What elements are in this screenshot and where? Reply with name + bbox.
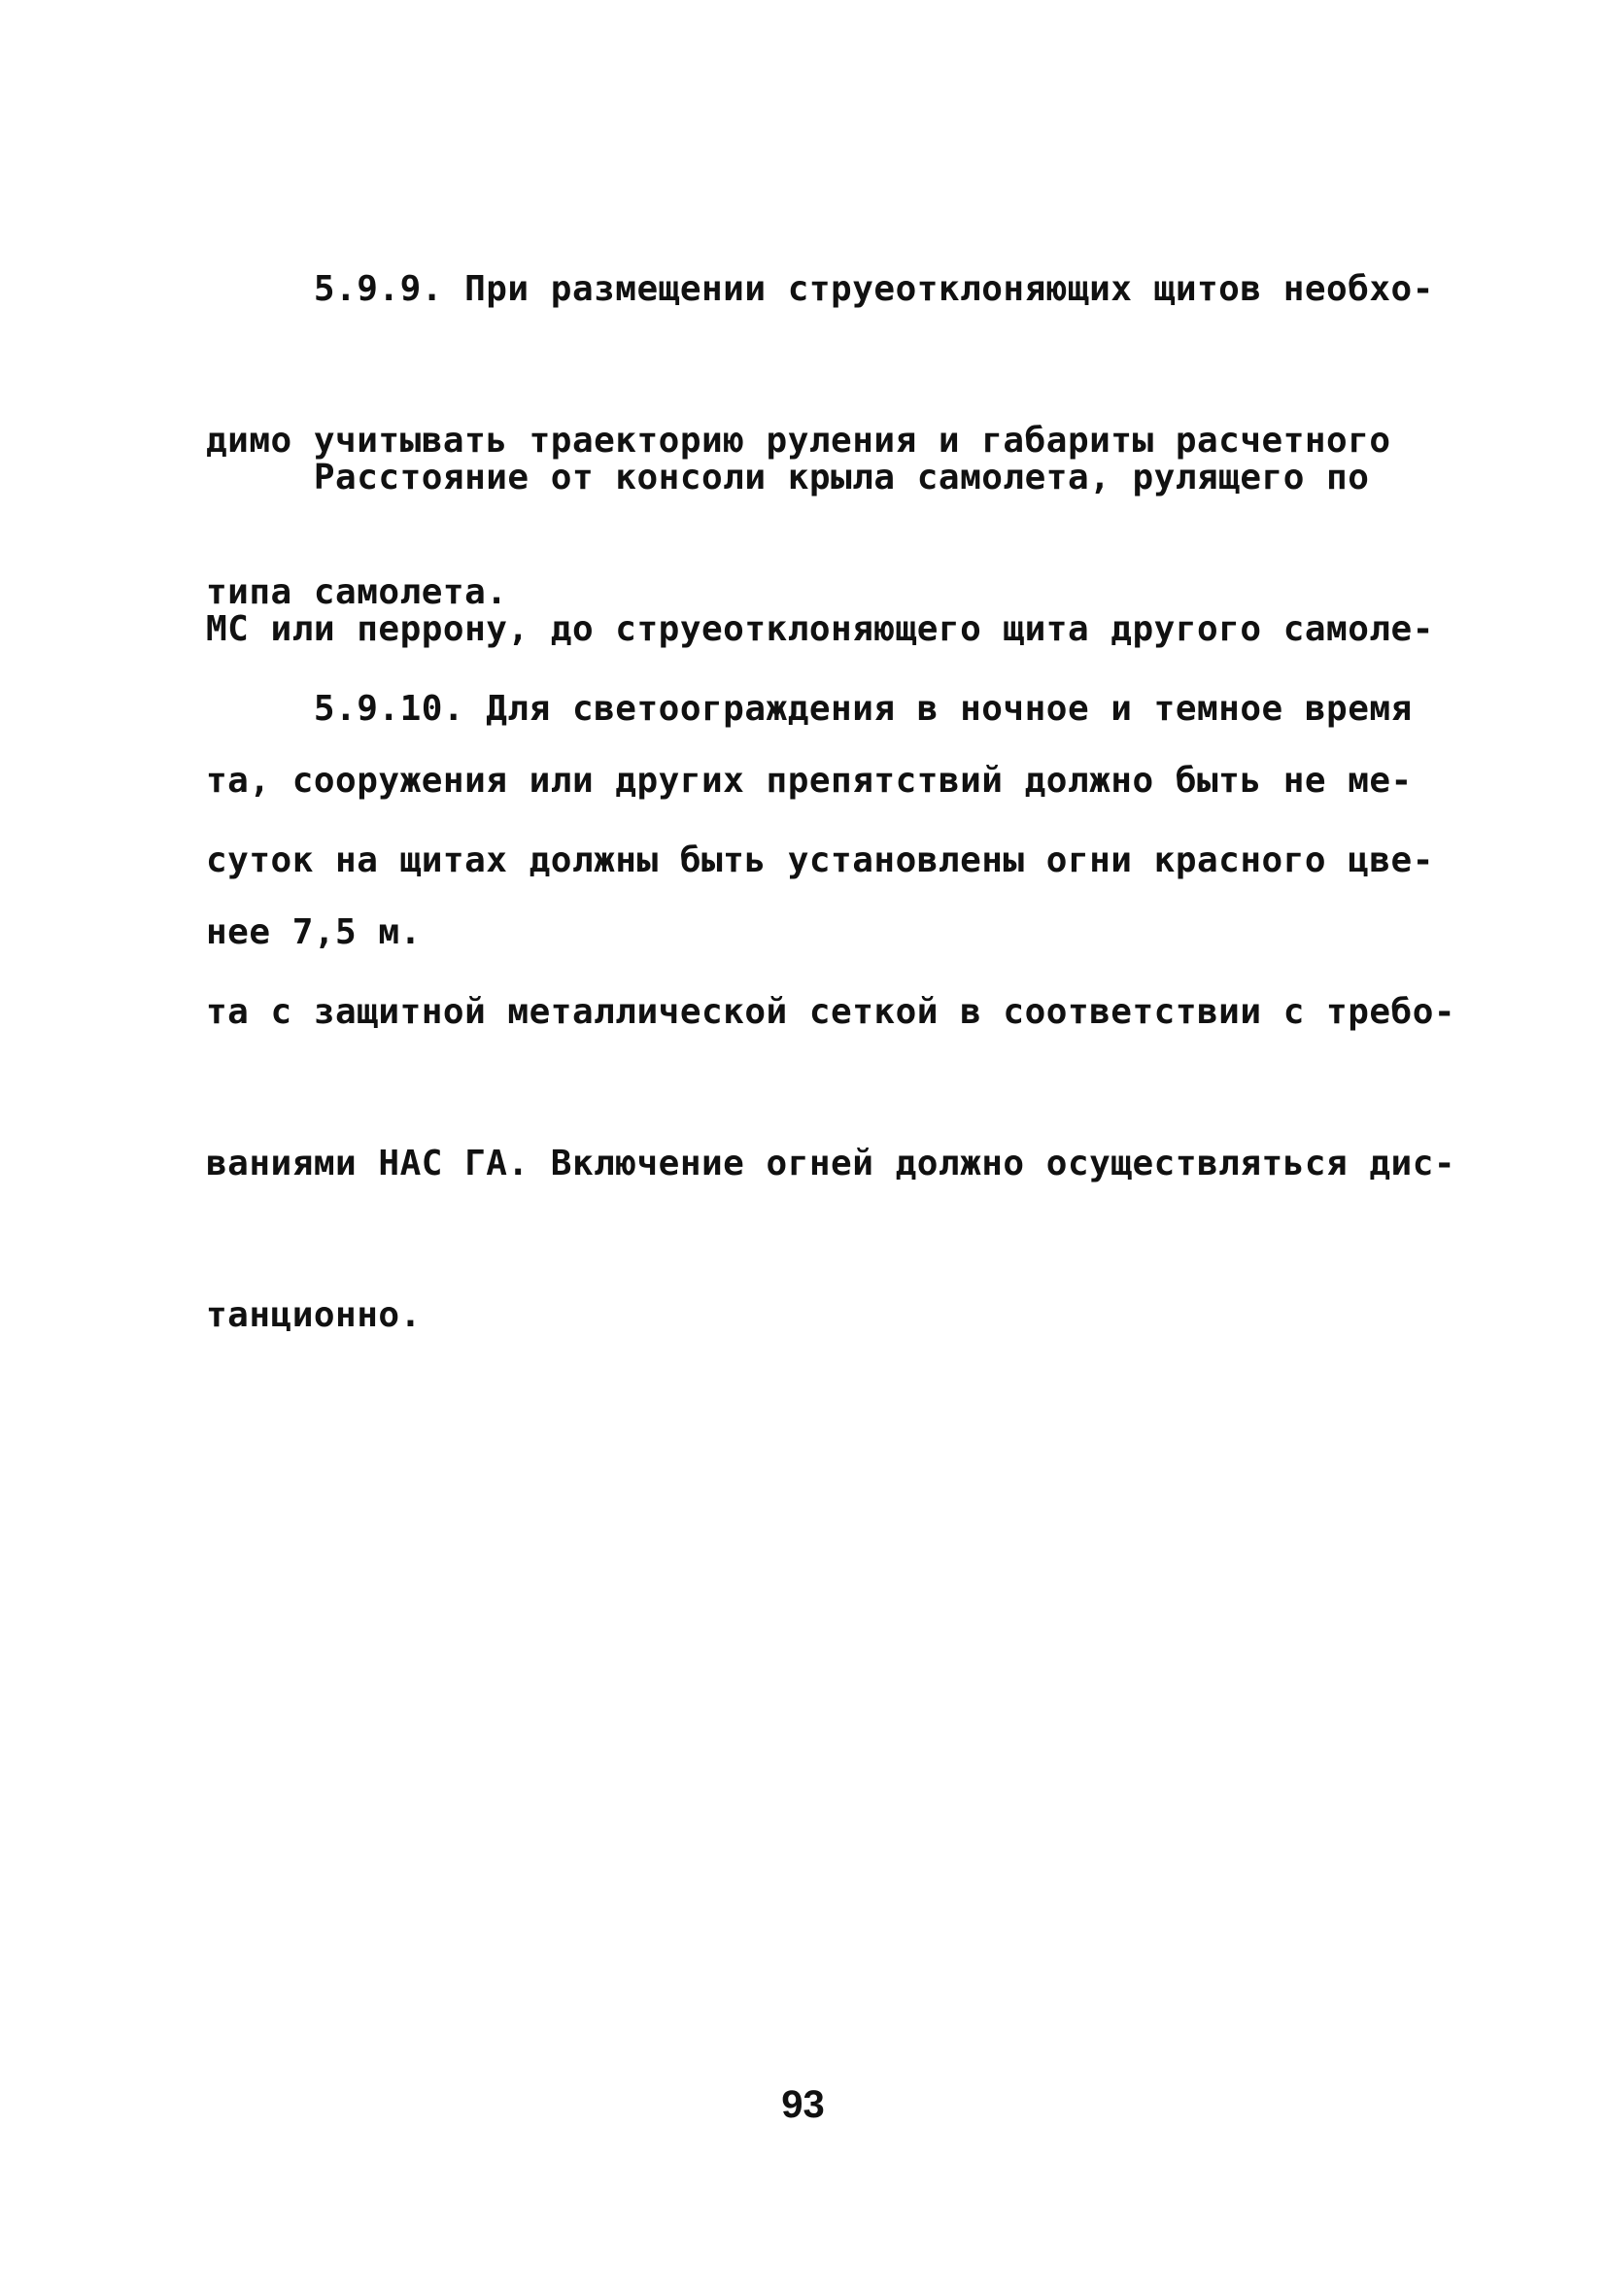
text-line: димо учитывать траекторию руления и габариты расчетного: [206, 421, 1391, 461]
text-line: та с защитной металлической сеткой в соответствии с требо-: [206, 992, 1456, 1032]
text-line: та, сооружения или других препятствий должно быть не ме-: [206, 761, 1413, 801]
page-number: 93: [781, 2083, 825, 2126]
text-line: нее 7,5 м.: [206, 912, 422, 952]
text-line: танционно.: [206, 1295, 422, 1335]
text-line: МС или перрону, до струеотклоняющего щита другого самоле-: [206, 609, 1434, 649]
text-line: 5.9.9. При размещении струеотклоняющих щитов необхо-: [206, 269, 1434, 309]
text-line: типа самолета.: [206, 572, 508, 612]
text-line: Расстояние от консоли крыла самолета, рулящего по: [206, 458, 1370, 497]
text-line: ваниями НАС ГА. Включение огней должно осуществляться дис-: [206, 1144, 1456, 1183]
text-line: суток на щитах должны быть установлены огни красного цве-: [206, 840, 1434, 880]
paragraph-5-9-10: [206, 583, 1456, 1442]
text-line: 5.9.10. Для светоограждения в ночное и темное время: [206, 689, 1413, 729]
